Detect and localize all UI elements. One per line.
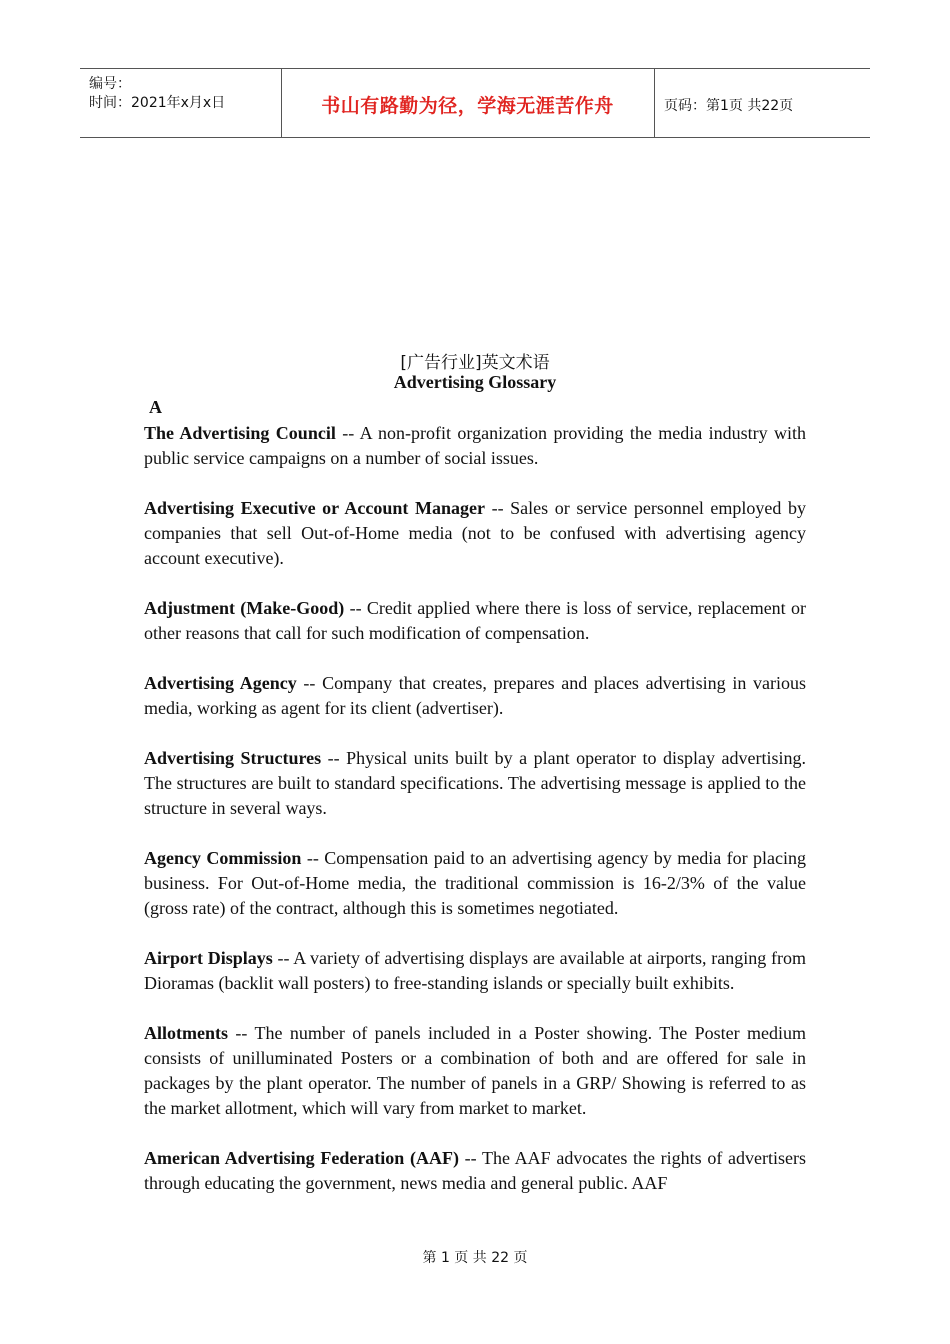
glossary-list — [144, 421, 806, 1221]
glossary-entry — [144, 596, 806, 646]
glossary-term: Advertising Agency — [144, 673, 297, 693]
time-label: 时间：2021年x月x日 — [89, 95, 226, 111]
motto: 书山有路勤为径，学海无涯苦作舟 — [321, 95, 614, 117]
glossary-definition: -- Physical units built by a plant operator to display advertising. The structures are built to standard specifications. The advertising message is applied to the structure in several ways. — [144, 748, 806, 818]
glossary-term: Agency Commission — [144, 848, 302, 868]
glossary-entry — [144, 1021, 806, 1121]
section-letter: A — [149, 397, 162, 417]
glossary-entry — [144, 746, 806, 821]
page-header — [80, 68, 870, 138]
glossary-definition: -- Company that creates, prepares and places advertising in various media, working as agent for its client (advertiser). — [144, 673, 807, 718]
page-info: 页码：第1页 共22页 — [664, 98, 794, 114]
document-title-cn: [广告行业]英文术语 — [400, 353, 550, 373]
glossary-definition: -- Sales or service personnel employed by companies that sell Out-of-Home media (not to be confused with advertising agency account executive). — [144, 498, 807, 568]
glossary-term: Advertising Executive or Account Manager — [144, 498, 485, 518]
glossary-definition: -- A variety of advertising displays are available at airports, ranging from Dioramas (backlit wall posters) to free-standing islands or specially built exhibits. — [144, 948, 806, 993]
header-meta-cell — [80, 69, 282, 137]
glossary-term: The Advertising Council — [144, 423, 336, 443]
glossary-entry — [144, 496, 806, 571]
header-page-cell — [655, 69, 870, 137]
glossary-definition: -- A non-profit organization providing the media industry with public service campaigns on a number of social issues. — [144, 423, 807, 468]
glossary-definition: -- The AAF advocates the rights of advertisers through educating the government, news media and general public. AAF — [144, 1148, 806, 1193]
glossary-entry — [144, 671, 806, 721]
glossary-entry — [144, 946, 806, 996]
glossary-term: Airport Displays — [144, 948, 273, 968]
glossary-term: Adjustment (Make-Good) — [144, 598, 345, 618]
header-motto-cell — [281, 69, 655, 137]
glossary-entry — [144, 846, 806, 921]
glossary-entry — [144, 1146, 806, 1196]
glossary-entry — [144, 421, 806, 471]
glossary-definition: -- Compensation paid to an advertising agency by media for placing business. For Out-of-Home media, the traditional commission is 16-2/3% of the value (gross rate) of the contract, although this is sometimes negotiated. — [144, 848, 807, 918]
glossary-definition: -- Credit applied where there is loss of service, replacement or other reasons that call for such modification of compensation. — [144, 598, 806, 643]
glossary-definition: -- The number of panels included in a Poster showing. The Poster medium consists of unilluminated Posters or a combination of both and are offered for sale in packages by the plant operator. The number of panels in a GRP/ Showing is referred to as the market allotment, which will vary from market to market. — [144, 1023, 806, 1118]
glossary-term: American Advertising Federation (AAF) — [144, 1148, 459, 1168]
document-title-en: Advertising Glossary — [393, 372, 557, 392]
glossary-term: Advertising Structures — [144, 748, 322, 768]
serial-label: 编号： — [89, 76, 131, 92]
glossary-term: Allotments — [144, 1023, 228, 1043]
page-footer: 第 1 页 共 22 页 — [422, 1250, 528, 1266]
